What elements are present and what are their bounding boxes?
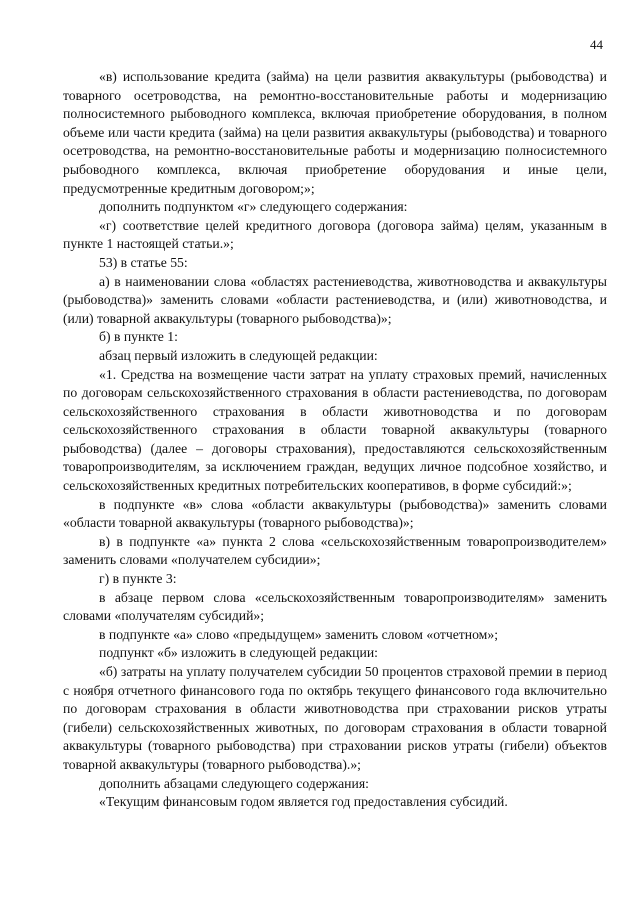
- paragraph: а) в наименовании слова «областях растениеводства, животноводства и аквакультуры (рыбоводства)» заменить словами «области растениеводства, и (или) животноводства, и (или) товарной аквакультуры (товарного рыбоводства)»;: [63, 273, 607, 326]
- paragraph: «Текущим финансовым годом является год предоставления субсидий.: [99, 794, 508, 810]
- paragraph: «1. Средства на возмещение части затрат на уплату страховых премий, начисленных по договорам сельскохозяйственного страхования в области растениеводства, по договорам сельскохозяйственного страхования в области животноводства и по договорам сельскохозяйственного страхования в области товарной аквакультуры (товарного рыбоводства) (далее – договоры страхования), предоставляются сельскохозяйственным товаропроизводителям, за исключением граждан, ведущих личное подсобное хозяйство, и сельскохозяйственных кредитных потребительских кооперативов, в форме субсидий:»;: [63, 366, 607, 494]
- paragraph: в подпункте «в» слова «области аквакультуры (рыбоводства)» заменить словами «области товарной аквакультуры (товарного рыбоводства)»;: [63, 496, 607, 531]
- paragraph: 53) в статье 55:: [99, 254, 188, 270]
- paragraph: дополнить абзацами следующего содержания:: [99, 775, 369, 791]
- page-number: 44: [590, 37, 603, 52]
- paragraph: «в) использование кредита (займа) на цели развития аквакультуры (рыбоводства) и товарного осетроводства, на ремонтно-восстановительные работы и модернизацию полносистемного рыбоводного комплекса, включая приобретение оборудования, в полном объеме или части кредита (займа) на цели развития аквакультуры (рыбоводства) и товарного осетроводства, на ремонтно-восстановительные работы и модернизацию полносистемного рыбоводного комплекса, включая приобретение оборудования и иные цели, предусмотренные кредитным договором;»;: [63, 69, 607, 196]
- paragraph: г) в пункте 3:: [99, 571, 177, 587]
- paragraph: абзац первый изложить в следующей редакции:: [99, 347, 378, 363]
- paragraph: в абзаце первом слова «сельскохозяйственным товаропроизводителям» заменить словами «получателям субсидий»;: [63, 589, 607, 624]
- paragraph: в) в подпункте «а» пункта 2 слова «сельскохозяйственным товаропроизводителем» заменить словами «получателем субсидии»;: [63, 533, 607, 568]
- paragraph: б) в пункте 1:: [99, 329, 178, 345]
- paragraph: «г) соответствие целей кредитного договора (договора займа) целям, указанным в пункте 1 настоящей статьи.»;: [63, 217, 607, 252]
- paragraph: «б) затраты на уплату получателем субсидии 50 процентов страховой премии в период с ноября отчетного финансового года по октябрь текущего финансового года включительно по договорам страхования в области животноводства при страховании рисков утраты (гибели) сельскохозяйственных животных, по договорам страхования в области товарной аквакультуры (товарного рыбоводства) при страховании рисков утраты (гибели) объектов товарной аквакультуры (товарного рыбоводства).»;: [63, 664, 607, 772]
- paragraph: подпункт «б» изложить в следующей редакции:: [99, 645, 378, 661]
- paragraph: в подпункте «а» слово «предыдущем» заменить словом «отчетном»;: [99, 626, 498, 642]
- document-body: [63, 68, 607, 812]
- paragraph: дополнить подпунктом «г» следующего содержания:: [99, 199, 408, 215]
